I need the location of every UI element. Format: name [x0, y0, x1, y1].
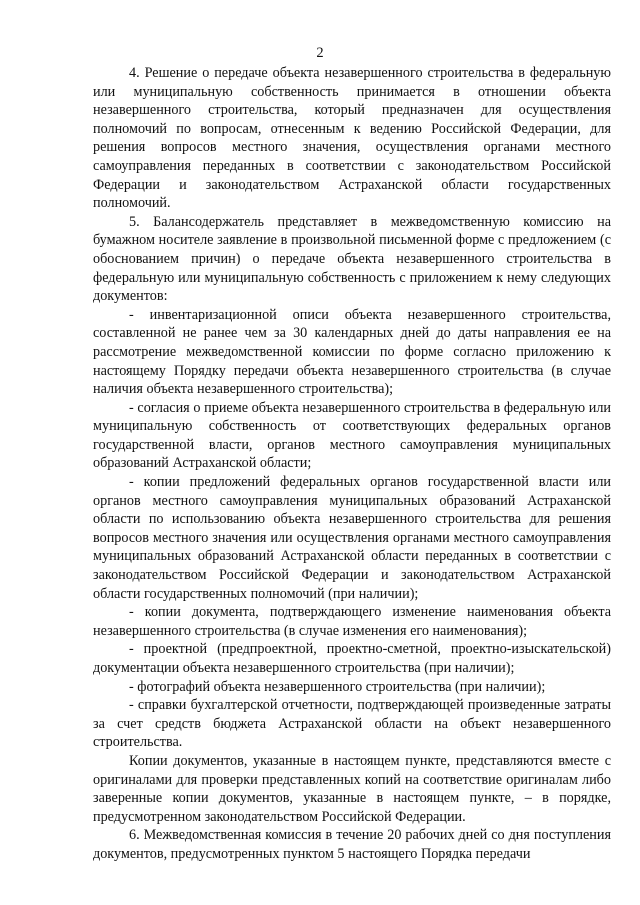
- paragraph-copies: Копии документов, указанные в настоящем пункте, представляются вместе с оригиналами для проверки представленных копий на соответствие оригиналам либо заверенные копии документов, указанные в настоящем пункте, – в порядке, предусмотренном законодательством Российской Федерации.: [93, 752, 611, 825]
- list-item-project-docs: - проектной (предпроектной, проектно-сметной, проектно-изыскательской) документации объекта незавершенного строительства (при наличии);: [93, 641, 611, 676]
- list-item-proposals: - копии предложений федеральных органов государственной власти или органов местного самоуправления муниципальных образований Астраханской области по использованию объекта незавершенного строительства для решения вопросов местного значения или осуществления органами местного самоуправления муниципальных образований Астраханской области переданных в соответствии с законодательством Российской Федерации и законодательством Астраханской области государственных полномочий (при наличии);: [93, 474, 611, 602]
- paragraph-6: 6. Межведомственная комиссия в течение 20 рабочих дней со дня поступления документов, предусмотренных пунктом 5 настоящего Порядка передачи: [93, 827, 611, 862]
- list-item-photos: - фотографий объекта незавершенного строительства (при наличии);: [129, 678, 546, 695]
- list-item-consent: - согласия о приеме объекта незавершенного строительства в федеральную или муниципальную собственность от соответствующих федеральных органов государственной власти, органов местного самоуправления муниципальных образований Астраханской области;: [93, 399, 611, 472]
- paragraph-4: 4. Решение о передаче объекта незавершенного строительства в федеральную или муниципальную собственность принимается в отношении объекта незавершенного строительства, который предназначен для осуществления полномочий по вопросам, отнесенным к ведению Российской Федерации, для решения вопросов местного значения, осуществления органами местного самоуправления переданных в соответствии с законодательством Российской Федерации и законодательством Астраханской области государственных полномочий.: [93, 65, 611, 212]
- list-item-inventory: - инвентаризационной описи объекта незавершенного строительства, составленной не ранее чем за 30 календарных дней до даты направления ее на рассмотрение межведомственной комиссии по форме согласно приложению к настоящему Порядку передачи объекта незавершенного строительства (в случае наличия объекта незавершенного строительства);: [93, 306, 611, 398]
- list-item-accounting: - справки бухгалтерской отчетности, подтверждающей произведенные затраты за счет средств бюджета Астраханской области на объект незавершенного строительства.: [93, 697, 611, 751]
- document-body: [93, 64, 611, 864]
- list-item-name-change: - копии документа, подтверждающего изменение наименования объекта незавершенного строительства (в случае изменения его наименования);: [93, 604, 611, 639]
- paragraph-5: 5. Балансодержатель представляет в межведомственную комиссию на бумажном носителе заявление в произвольной письменной форме с предложением (с обоснованием причин) о передаче объекта незавершенного строительства в федеральную или муниципальную собственность с приложением к нему следующих документов:: [93, 213, 611, 305]
- page-number: 2: [316, 45, 324, 61]
